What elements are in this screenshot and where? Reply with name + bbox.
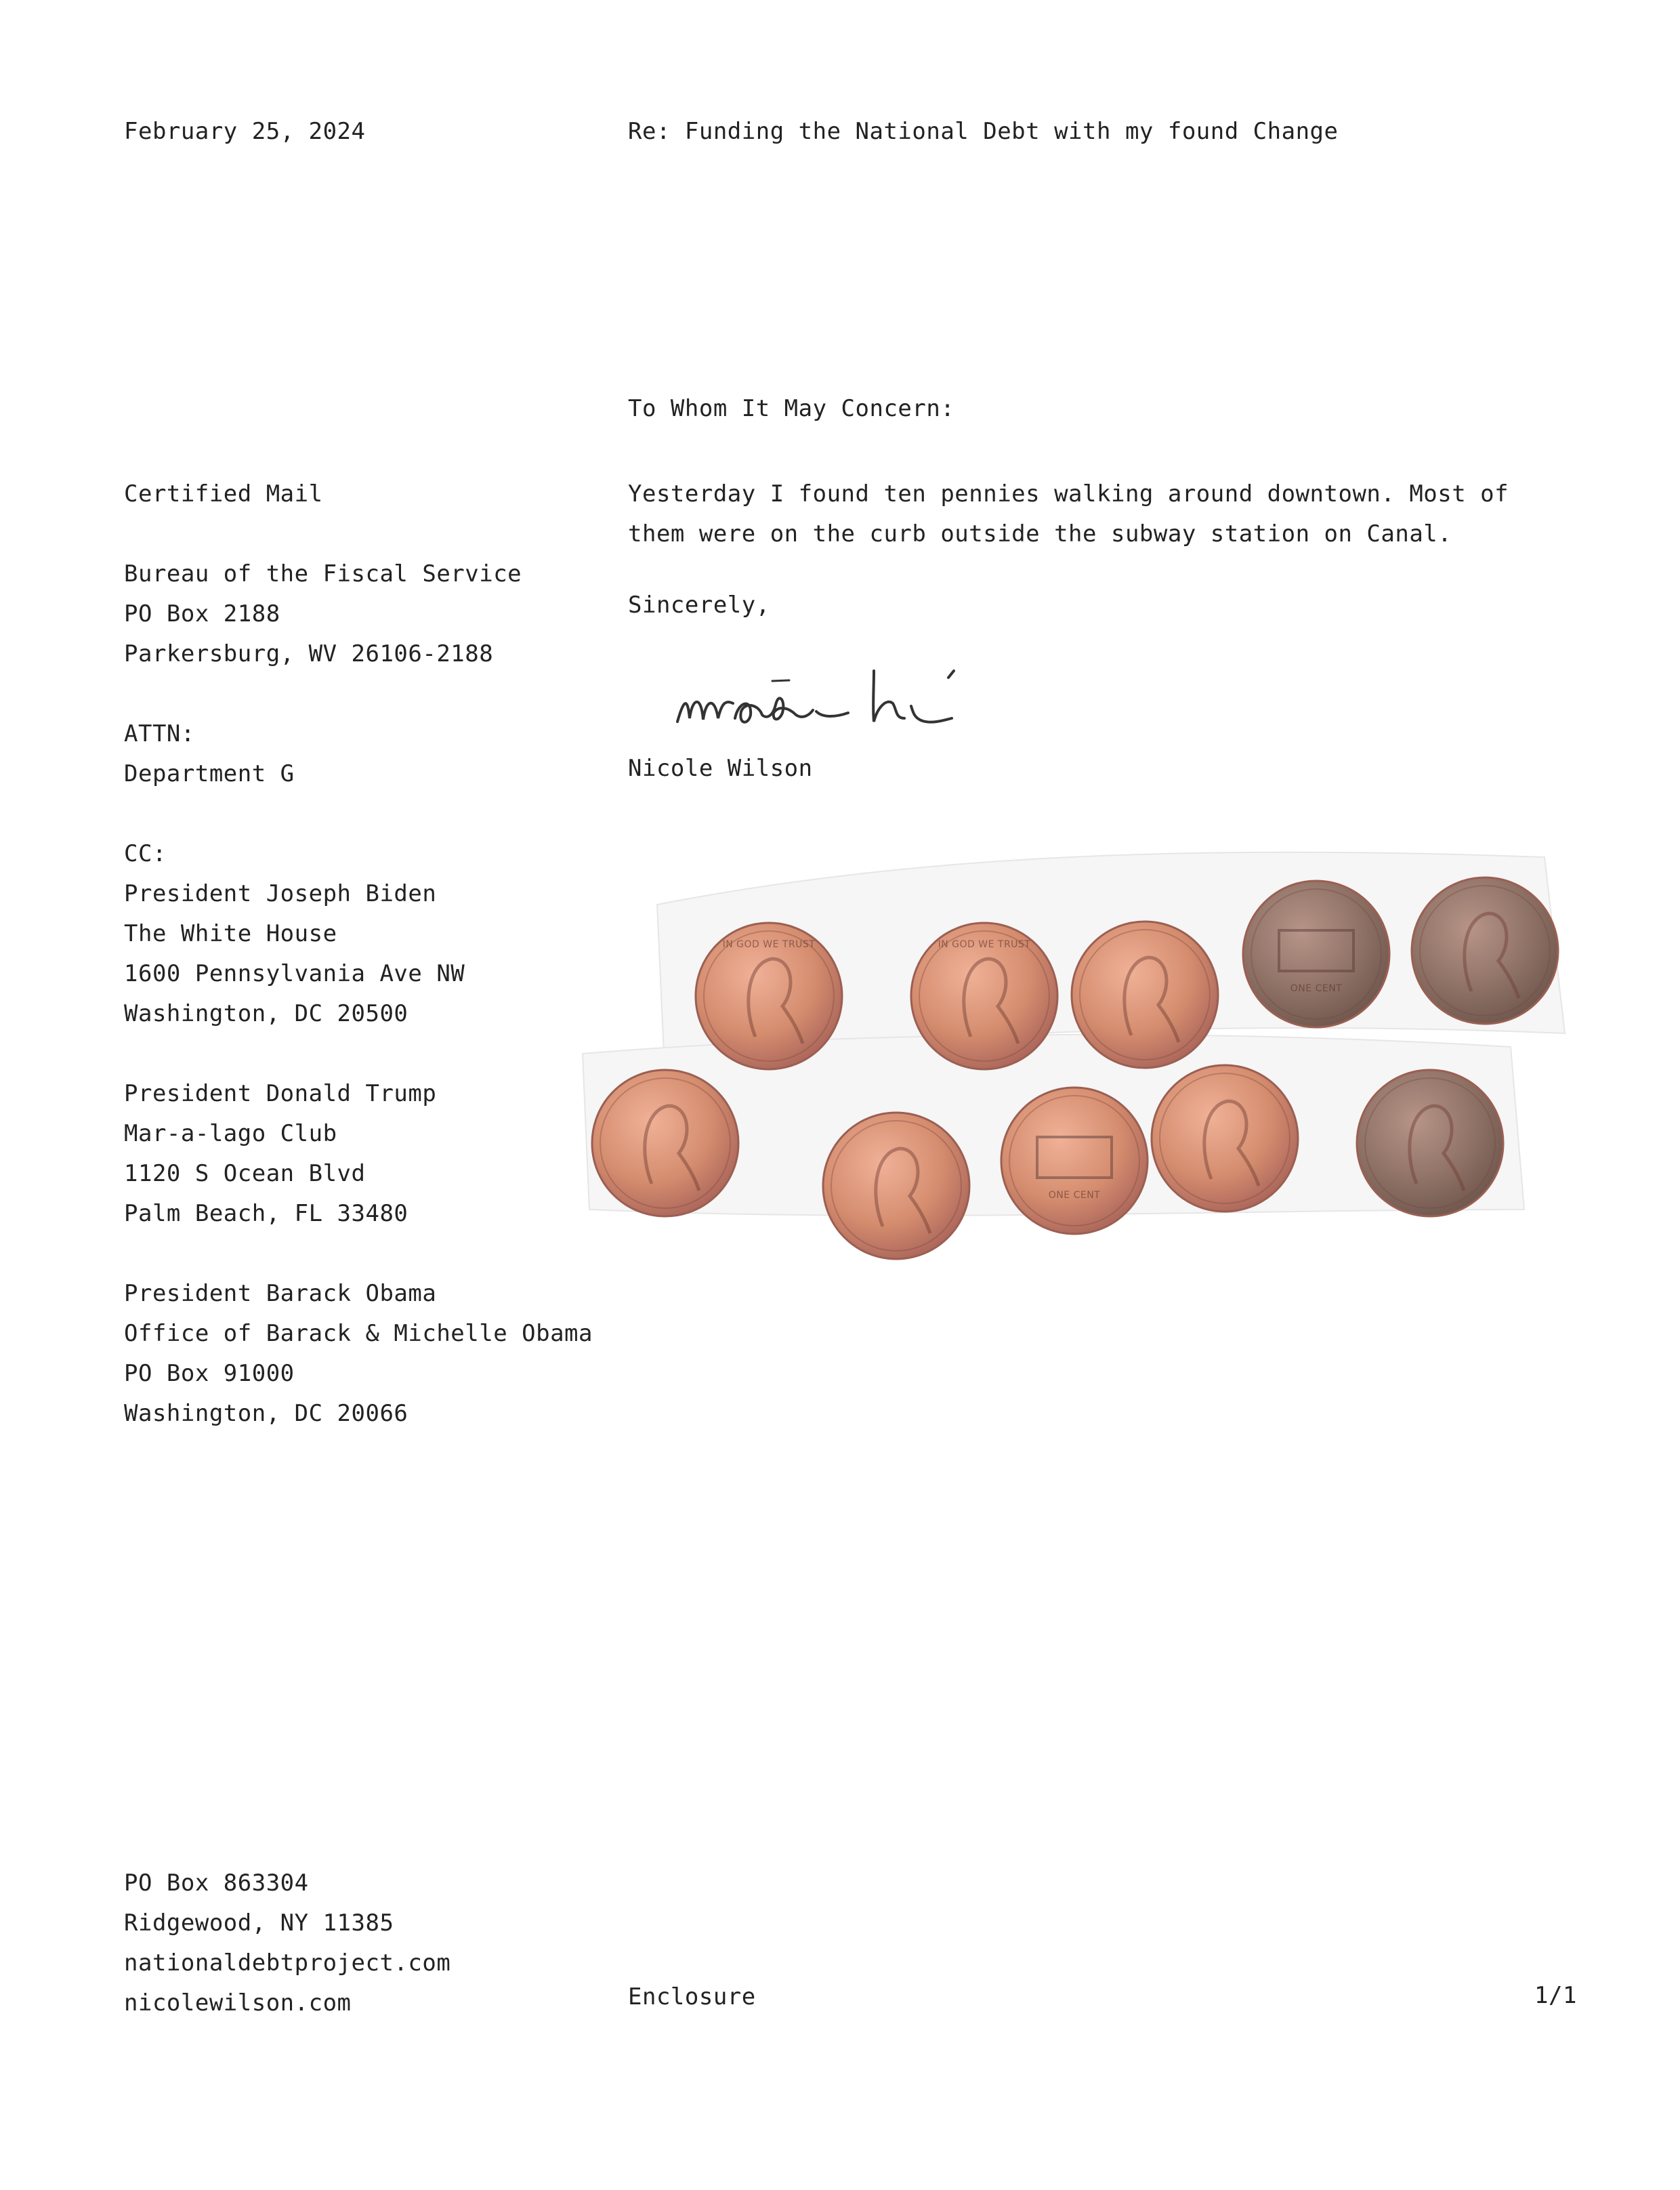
recipient-line: PO Box 2188 [124,600,280,627]
return-address-line: PO Box 863304 [124,1869,309,1897]
mailing-block [124,474,593,1434]
penny-coin [696,923,842,1069]
cc-label: CC: [124,840,167,867]
cc-line: President Joseph Biden [124,880,437,907]
cc-line: Washington, DC 20066 [124,1400,408,1427]
page-number: 1/1 [1534,1982,1577,2009]
attn-value: Department G [124,760,295,787]
cc-line: President Barack Obama [124,1280,437,1307]
cc-line: Mar-a-lago Club [124,1120,337,1147]
cc-line: 1120 S Ocean Blvd [124,1160,366,1187]
letter-body: Yesterday I found ten pennies walking around downtown. Most of them were on the curb outside the subway station on Canal. [628,480,1509,548]
enclosure-note: Enclosure [628,1983,756,2010]
salutation: To Whom It May Concern: [628,395,955,422]
handwritten-signature [671,650,1050,752]
penny-coin [1412,877,1558,1024]
cc-line: Palm Beach, FL 33480 [124,1200,408,1227]
penny-coin [911,923,1057,1069]
cc-line: President Donald Trump [124,1080,437,1107]
return-address [124,1863,450,2023]
cc-line: PO Box 91000 [124,1360,295,1387]
penny-coin [823,1113,969,1259]
penny-coin [1357,1070,1503,1216]
website-link[interactable]: nicolewilson.com [124,1989,352,2017]
coin-inscription: IN GOD WE TRUST [722,939,816,950]
coin-inscription: IN GOD WE TRUST [938,939,1031,950]
attn-label: ATTN: [124,720,195,747]
recipient-line: Parkersburg, WV 26106-2188 [124,640,494,667]
letter-date: February 25, 2024 [124,118,366,145]
cc-line: 1600 Pennsylvania Ave NW [124,960,465,987]
coin-inscription: ONE CENT [1048,1190,1101,1201]
signer-name: Nicole Wilson [628,755,813,782]
return-address-line: Ridgewood, NY 11385 [124,1909,394,1937]
coin-inscription: ONE CENT [1290,983,1343,994]
recipient-line: Bureau of the Fiscal Service [124,560,522,587]
letter-subject: Re: Funding the National Debt with my found Change [628,118,1339,145]
penny-coin [1001,1088,1148,1234]
cc-line: Office of Barack & Michelle Obama [124,1320,593,1347]
penny-coin [1072,922,1218,1068]
cc-line: Washington, DC 20500 [124,1000,408,1027]
penny-coin [592,1070,738,1216]
mailing-method: Certified Mail [124,480,323,508]
closing: Sincerely, [628,592,770,619]
cc-line: The White House [124,920,337,947]
penny-coin [1152,1065,1298,1212]
website-link[interactable]: nationaldebtproject.com [124,1949,451,1977]
pennies-enclosure-photo [562,830,1578,1304]
penny-coin [1243,881,1389,1027]
